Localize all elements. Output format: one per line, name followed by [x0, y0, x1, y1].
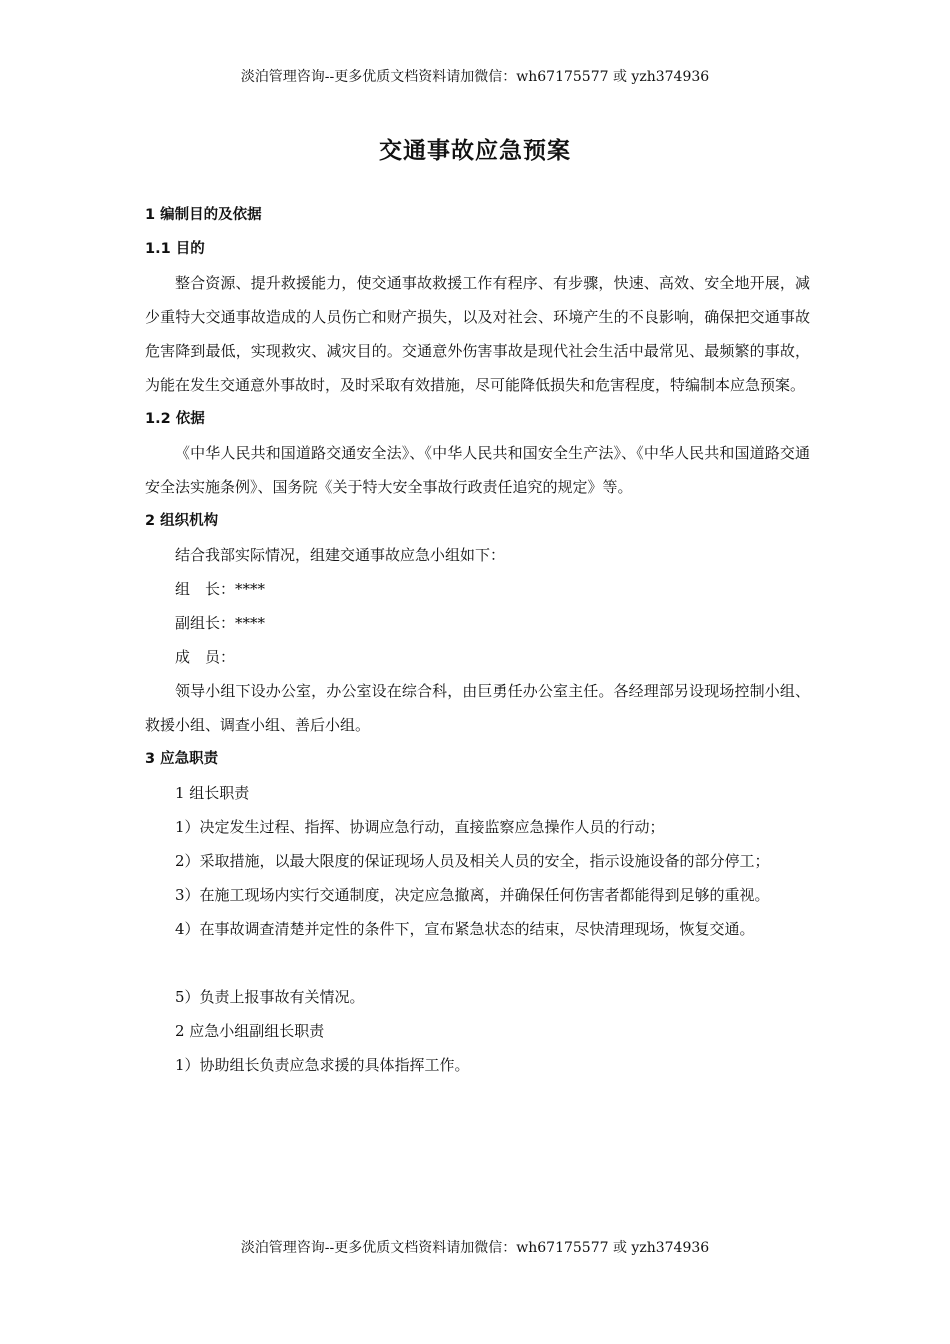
section-1-2-heading: 1.2 依据 — [145, 411, 205, 427]
duty-item: 5）负责上报事故有关情况。 — [175, 988, 365, 1006]
document-body — [145, 198, 810, 1082]
deputy-leader-line: 副组长：**** — [175, 614, 266, 632]
office-paragraph: 领导小组下设办公室，办公室设在综合科，由巨勇任办公室主任。各经理部另设现场控制小组、救援小组、调查小组、善后小组。 — [145, 682, 810, 734]
page-header: 淡泊管理咨询--更多优质文档资料请加微信：wh67175577 或 yzh374936 — [240, 69, 710, 85]
section-1-2-paragraph: 《中华人民共和国道路交通安全法》、《中华人民共和国安全生产法》、《中华人民共和国道路交通安全法实施条例》、国务院《关于特大安全事故行政责任追究的规定》等。 — [145, 444, 810, 496]
document-title: 交通事故应急预案 — [379, 138, 571, 164]
duty-item: 1）协助组长负责应急求援的具体指挥工作。 — [175, 1056, 470, 1074]
section-3-heading: 3 应急职责 — [145, 751, 219, 767]
members-line: 成 员： — [175, 648, 236, 666]
leader-duties-subheading: 1 组长职责 — [175, 784, 250, 802]
duty-item: 2）采取措施，以最大限度的保证现场人员及相关人员的安全，指示设施设备的部分停工； — [175, 852, 770, 870]
page-footer: 淡泊管理咨询--更多优质文档资料请加微信：wh67175577 或 yzh374936 — [240, 1240, 710, 1256]
spacer — [145, 946, 810, 980]
section-2-heading: 2 组织机构 — [145, 513, 219, 529]
duty-item: 1）决定发生过程、指挥、协调应急行动，直接监察应急操作人员的行动； — [175, 818, 665, 836]
section-1-1-heading: 1.1 目的 — [145, 241, 205, 257]
duty-item: 4）在事故调查清楚并定性的条件下，宣布紧急状态的结束，尽快清理现场，恢复交通。 — [175, 920, 755, 938]
duty-item: 3）在施工现场内实行交通制度，决定应急撤离，并确保任何伤害者都能得到足够的重视。 — [175, 886, 770, 904]
section-2-intro: 结合我部实际情况，组建交通事故应急小组如下： — [175, 546, 506, 564]
section-1-1-paragraph: 整合资源、提升救援能力，使交通事故救援工作有程序、有步骤，快速、高效、安全地开展，减少重特大交通事故造成的人员伤亡和财产损失，以及对社会、环境产生的不良影响，确保把交通事故危害降到最低，实现救灾、减灾目的。交通意外伤害事故是现代社会生活中最常见、最频繁的事故，为能在发生交通意外事故时，及时采取有效措施，尽可能降低损失和危害程度，特编制本应急预案。 — [145, 274, 810, 394]
leader-line: 组 长：**** — [175, 580, 266, 598]
section-1-heading: 1 编制目的及依据 — [145, 207, 262, 223]
deputy-duties-subheading: 2 应急小组副组长职责 — [175, 1022, 325, 1040]
